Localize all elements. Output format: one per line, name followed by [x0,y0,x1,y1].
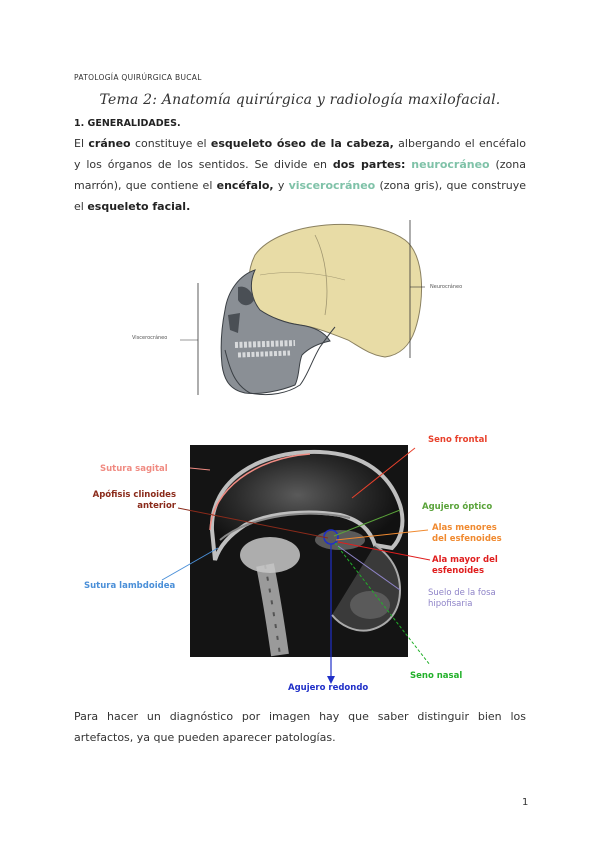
label-apofisis-clinoides: Apófisis clinoides anterior [92,490,176,511]
viscerocraneo-label: Viscerocráneo [132,335,168,341]
course-header: PATOLOGÍA QUIRÚRGICA BUCAL [74,73,202,82]
page-number: 1 [522,797,529,808]
term-encefalo: encéfalo, [216,179,274,192]
label-alas-menores: Alas menores del esfenoides [432,523,502,544]
skull-illustration [120,215,480,405]
label-sutura-sagital: Sutura sagital [100,464,168,474]
term-viscerocraneo: viscerocráneo [288,179,376,192]
neurocraneo-label: Neurocráneo [430,284,463,290]
term-esqueleto-facial: esqueleto facial. [87,200,191,213]
skull-drawing [120,215,480,405]
term-dos-partes: dos partes: [332,158,406,171]
label-ala-mayor: Ala mayor del esfenoides [432,555,498,576]
label-seno-frontal: Seno frontal [428,435,488,445]
label-suelo-fosa: Suelo de la fosa hipofisaria [428,588,496,609]
label-agujero-redondo: Agujero redondo [288,683,369,693]
xray-figure [70,430,540,700]
term-esqueleto-oseo: esqueleto óseo de la cabeza, [210,137,394,150]
term-neurocraneo: neurocráneo [411,158,490,171]
intro-paragraph: El cráneo constituye el esqueleto óseo de la cabeza, albergando el encéfalo y los órganos de los sentidos. Se divide en dos partes: neurocráneo (zona marrón), que contiene el encéfalo, y viscerocráneo (zona gris), que construye el esqueleto facial. [74,137,526,213]
diagnosis-paragraph: Para hacer un diagnóstico por imagen hay que saber distinguir bien los artefactos, ya que pueden aparecer patologías. [74,710,526,744]
section-heading: 1. GENERALIDADES. [74,118,181,129]
label-seno-nasal: Seno nasal [410,671,463,681]
page-title: Tema 2: Anatomía quirúrgica y radiología maxilofacial. [99,92,501,108]
term-craneo: cráneo [88,137,131,150]
label-agujero-optico: Agujero óptico [422,502,493,512]
label-sutura-lambdoidea: Sutura lambdoidea [84,581,176,591]
